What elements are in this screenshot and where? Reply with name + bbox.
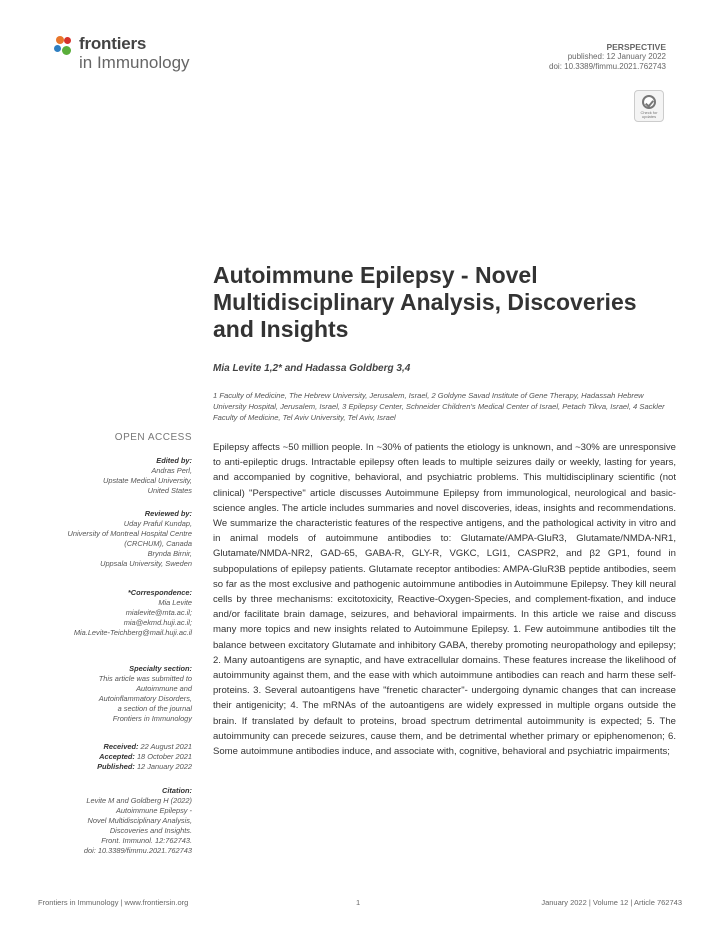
correspondence-email[interactable]: mia@ekmd.huji.ac.il; <box>123 618 192 627</box>
citation-line: Front. Immunol. 12:762743. <box>101 836 192 845</box>
reviewer-line: Brynda Birnir, <box>147 549 192 558</box>
specialty-line: Frontiers in Immunology <box>112 714 192 723</box>
citation-section <box>50 786 192 856</box>
reviewer-line: University of Montreal Hospital Centre <box>67 529 192 538</box>
edited-by-label: Edited by: <box>156 456 192 465</box>
frontiers-logo-icon <box>54 36 76 58</box>
published-row <box>50 762 192 772</box>
reviewer-line: Uppsala University, Sweden <box>100 559 192 568</box>
article-title <box>213 262 673 343</box>
reviewer-line: Uday Praful Kundap, <box>123 519 192 528</box>
edited-by-section <box>50 456 192 496</box>
citation-doi[interactable]: doi: 10.3389/fimmu.2021.762743 <box>83 846 192 855</box>
published-label: Published: <box>97 762 135 771</box>
editor-line: United States <box>147 486 192 495</box>
check-icon <box>642 95 656 109</box>
abstract-text: Epilepsy affects ~50 million people. In ~30% of patients the etiology is unknown, and ~30% are unresponsive to anti-epileptic drugs. Intractable epilepsy often leads to multiple seizures daily or weekly, lasting for years, and accompanied by cognitive, behavioral, and psychiatric problems. This multidisciplinary scientific (not clinical) "Perspective" article discusses Autoimmune Epilepsy from immunological, neurological and basic-science angles. The article includes summaries and novel discoveries, ideas, insights and recommendations. We summarize the characteristic features of the respective antigens, and the pathological activity in vitro and in animal models of autoimmune antibodies to: Glutamate/AMPA-GluR3, Glutamate/NMDA-NR1, Glutamate/NMDA-NR2, GAD-65, GABA-R, GLY-R, VGKC, LGI1, CASPR2, and β2 GP1, found in subpopulations of epilepsy patients. Glutamate receptor antibodies: AMPA-GluR3B peptide antibodies, seem so far as the most exclusive and pathogenic autoimmune antibodies in Autoimmune Epilepsy. They kill neural cells by three mechanisms: excitotoxicity, Reactive-Oxygen-Species, and complement-fixation, and induce and/or facilitate brain damage, seizures, and behavioral impairments. In this article we raise and discuss many more topics and new insights related to Autoimmune Epilepsy. 1. Few autoimmune antibodies tilt the balance between excitatory Glutamate and inhibitory GABA, thereby promoting neuropathology and epilepsy; 2. Many autoantigens are synaptic, and have extracellular domains. These features increase the likelihood of autoimmunity against them, and the ease with which autoimmune antibodies can reach and harm these self-proteins. 3. Several autoantigens have "frenetic character"- undergoing dynamic changes that can increase their antigenicity; 4. The mRNAs of the autoantigens are widely expressed in multiple organs outside the brain. If translated by default to proteins, broad spectrum detrimental autoimmunity is expected; 5. The autoimmunity can precede seizures, cause them, and be detrimental whether primary or epiphenomenon; 6. Some autoimmune antibodies induce, and associate with, cognitive, behavioral and psychiatric impairments; <box>213 442 676 758</box>
accepted-row <box>50 752 192 762</box>
citation-label: Citation: <box>162 786 192 795</box>
specialty-line: a section of the journal <box>117 704 192 713</box>
citation-line: Novel Multidisciplinary Analysis, <box>87 816 192 825</box>
citation-line: Levite M and Goldberg H (2022) <box>86 796 192 805</box>
published-date: published: 12 January 2022 <box>567 52 666 61</box>
correspondence-label: *Correspondence: <box>127 588 192 597</box>
reviewed-by-label: Reviewed by: <box>144 509 192 518</box>
journal-name-line1: frontiers <box>79 34 147 53</box>
specialty-line: Autoinflammatory Disorders, <box>98 694 192 703</box>
article-type: PERSPECTIVE <box>606 42 666 52</box>
article-header-info <box>549 42 666 72</box>
reviewed-by-section <box>50 509 192 569</box>
accepted-date: 18 October 2021 <box>136 752 192 761</box>
journal-logo <box>54 34 214 74</box>
page-number: 1 <box>356 898 361 907</box>
citation-line: Discoveries and Insights. <box>109 826 192 835</box>
citation-line: Autoimmune Epilepsy - <box>116 806 192 815</box>
specialty-label: Specialty section: <box>129 664 192 673</box>
article-authors: Mia Levite 1,2* and Hadassa Goldberg 3,4 <box>213 363 411 374</box>
specialty-line: This article was submitted to <box>98 674 192 683</box>
specialty-section <box>50 664 192 724</box>
dates-section <box>50 742 192 772</box>
correspondence-line: Mia Levite <box>158 598 192 607</box>
footer-journal[interactable]: Frontiers in Immunology | www.frontiersin.org <box>38 898 189 907</box>
correspondence-email[interactable]: mialevite@mta.ac.il; <box>125 608 192 617</box>
footer-volume: January 2022 | Volume 12 | Article 762743 <box>541 898 682 907</box>
journal-name-line2: in Immunology <box>79 53 190 72</box>
received-row <box>50 742 192 752</box>
accepted-label: Accepted: <box>99 752 135 761</box>
correspondence-section <box>50 588 192 638</box>
editor-line: Andras Perl, <box>151 466 192 475</box>
check-for-updates-badge[interactable] <box>634 90 664 122</box>
open-access-label: OPEN ACCESS <box>114 432 192 443</box>
published-date-sidebar: 12 January 2022 <box>136 762 192 771</box>
correspondence-email[interactable]: Mia.Levite-Teichberg@mail.huji.ac.il <box>73 628 192 637</box>
reviewer-line: (CRCHUM), Canada <box>124 539 192 548</box>
title-text: Autoimmune Epilepsy - Novel Multidisciplinary Analysis, Discoveries and Insights <box>213 262 637 342</box>
received-date: 22 August 2021 <box>140 742 192 751</box>
editor-line: Upstate Medical University, <box>103 476 192 485</box>
check-for-updates-label: Check for updates <box>640 110 658 119</box>
received-label: Received: <box>103 742 139 751</box>
article-doi: doi: 10.3389/fimmu.2021.762743 <box>549 62 666 71</box>
author-affiliations: 1 Faculty of Medicine, The Hebrew University, Jerusalem, Israel, 2 Goldyne Savad Institute of Gene Therapy, Hadassah Hebrew University Hospital, Jerusalem, Israel, 3 Epilepsy Center, Schneider Children's Medical Center of Israel, Petach Tikva, Israel, 4 Sackler Faculty of Medicine, Tel Aviv University, Tel Aviv, Israel <box>213 391 665 422</box>
specialty-line: Autoimmune and <box>136 684 192 693</box>
